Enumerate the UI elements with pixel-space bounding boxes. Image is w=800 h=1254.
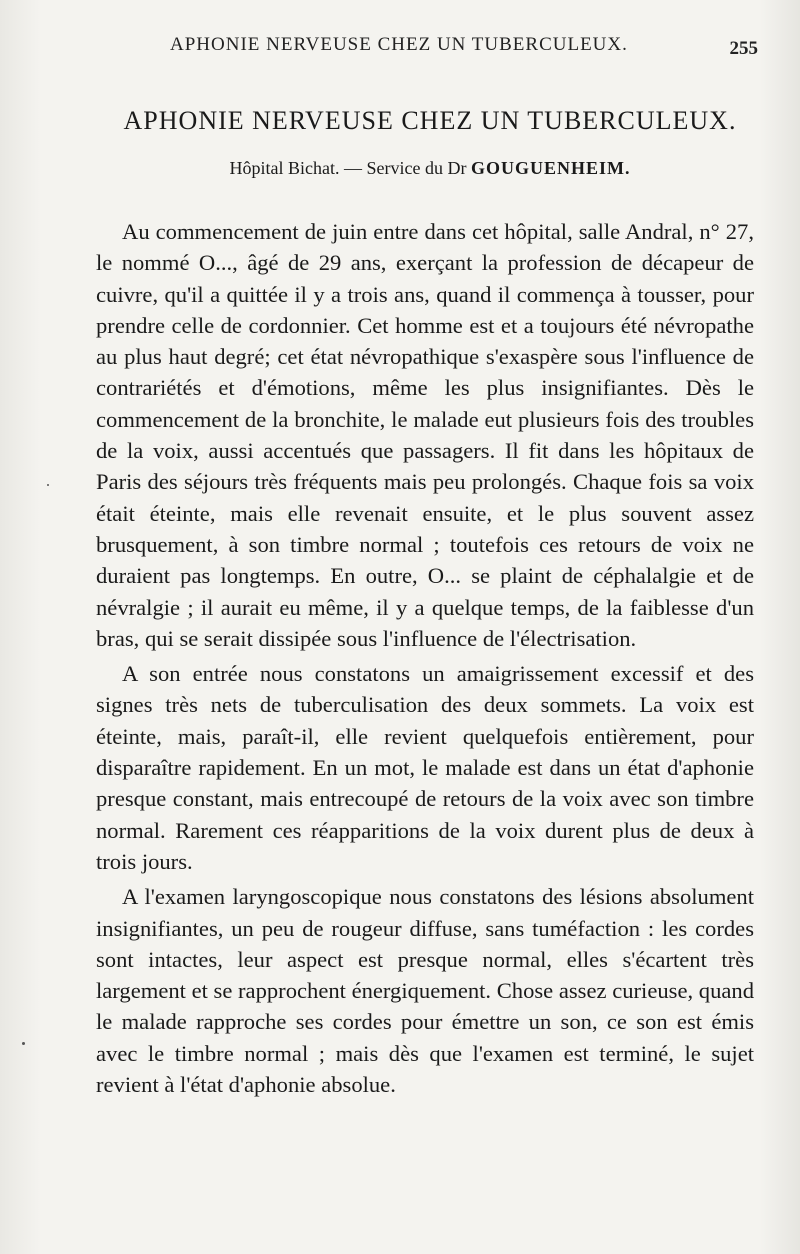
subtitle-location: Hôpital Bichat. — Service du Dr [229, 158, 471, 178]
subtitle-doctor: GOUGUENHEIM. [470, 158, 631, 178]
paragraph: A son entrée nous constatons un amaigrissement excessif et des signes très nets de tuberculisation des deux sommets. La voix est éteinte, mais, paraît-il, elle revient quelquefois entièrement, pour disparaître rapidement. En un mot, le malade est dans un état d'aphonie presque constant, mais entrecoupé de retours de la voix avec son timbre normal. Rarement ces réapparitions de la voix durent plus de deux à trois jours. [96, 661, 754, 874]
article-body [96, 216, 754, 1100]
running-head [170, 34, 770, 64]
scan-speck [47, 484, 49, 486]
paragraph: Au commencement de juin entre dans cet hôpital, salle Andral, n° 27, le nommé O..., âgé de 29 ans, exerçant la profession de décapeur de cuivre, qu'il a quittée il y a trois ans, quand il commença à tousser, pour prendre celle de cordonnier. Cet homme est et a toujours été névropathe au plus haut degré; cet état névropathique s'exaspère sous l'influence de contrariétés et d'émotions, même les plus insignifiantes. Dès le commencement de la bronchite, le malade eut plusieurs fois des troubles de la voix, aussi accentués que passagers. Il fit dans les hôpitaux de Paris des séjours très fréquents mais peu prolongés. Chaque fois sa voix était éteinte, mais elle revenait ensuite, et le plus souvent assez brusquement, à son timbre normal ; toutefois ces retours de voix ne duraient pas longtemps. En outre, O... se plaint de céphalalgie et de névralgie ; il aurait eu même, il y a quelque temps, de la faiblesse d'un bras, qui se serait dissipée sous l'influence de l'électrisation. [96, 219, 754, 651]
scan-speck [22, 1042, 25, 1045]
article-title: APHONIE NERVEUSE CHEZ UN TUBERCULEUX. [123, 106, 737, 135]
running-title: APHONIE NERVEUSE CHEZ UN TUBERCULEUX. [170, 34, 628, 55]
article-subtitle [90, 158, 770, 179]
paragraph: A l'examen laryngoscopique nous constatons des lésions absolument insignifiantes, un peu de rougeur diffuse, sans tuméfaction : les cordes sont intactes, leur aspect est presque normal, elles s'écartent très largement et se rapprochent énergiquement. Chose assez curieuse, quand le malade rapproche ses cordes pour émettre un son, ce son est émis avec le timbre normal ; mais dès que l'examen est terminé, le sujet revient à l'état d'aphonie absolue. [96, 884, 754, 1098]
page-number: 255 [729, 38, 758, 59]
